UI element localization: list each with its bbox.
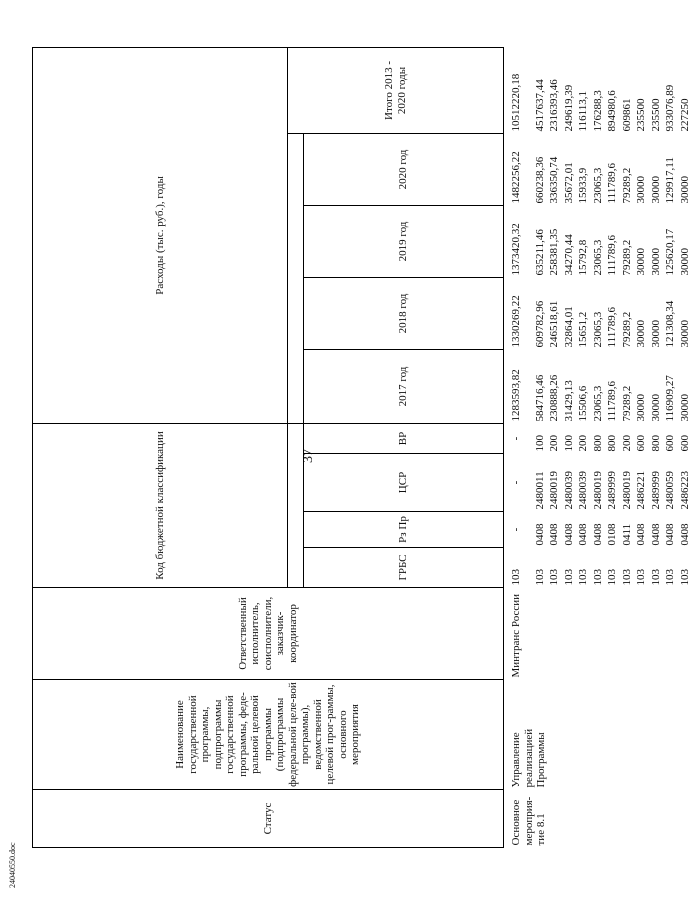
cell-2019: 1373420,32 — [510, 223, 522, 276]
cell-2019: 635211,46 — [533, 229, 546, 276]
cell-rzpr: 0411 — [620, 523, 633, 546]
cell-total: 249619,39 — [562, 84, 575, 132]
cell-csr: 2480059 — [664, 471, 676, 510]
cell-2019: 23065,3 — [591, 239, 604, 276]
main-status: Основное мероприя-тие 8.1 — [510, 796, 547, 846]
cell-2017: 30000 — [635, 393, 647, 422]
cell-2020: 1482256,22 — [510, 151, 522, 204]
y2018-header: 2018 год — [304, 277, 504, 349]
cell-grbs: 103 — [548, 569, 560, 586]
vr-header: ВР — [304, 423, 504, 453]
cell-rzpr: 0408 — [664, 523, 676, 546]
cell-rzpr: 0408 — [562, 523, 575, 546]
cell-vr: 600 — [678, 435, 691, 452]
cell-2020: 30000 — [649, 175, 662, 204]
cell-2019: 34270,44 — [562, 234, 575, 276]
main-responsible: Минтранс России — [510, 593, 522, 678]
grbs-header: ГРБС — [304, 548, 504, 588]
cell-vr: 100 — [562, 435, 575, 452]
cell-2018: 111789,6 — [606, 307, 618, 348]
cell-grbs: 103 — [635, 569, 647, 586]
cell-csr: 2489999 — [606, 471, 618, 510]
cell-2017: 79289,2 — [620, 385, 633, 422]
csr-header: ЦСР — [304, 454, 504, 512]
responsible-header: Ответственный исполнитель, соисполнители, заказчик-координатор — [33, 588, 504, 680]
cell-2020: 30000 — [635, 175, 647, 204]
cell-total: 235500 — [635, 98, 647, 132]
cell-total: 10512220,18 — [510, 73, 522, 132]
cell-total: 2316393,46 — [548, 79, 560, 132]
cell-2017: 1283593,82 — [510, 369, 522, 422]
cell-2020: 111789,6 — [606, 163, 618, 204]
cell-2018: 246518,61 — [548, 300, 560, 348]
cell-2017: 15506,6 — [577, 385, 589, 422]
expenses-table — [32, 47, 692, 848]
cell-grbs: 103 — [606, 569, 618, 586]
cell-2019: 30000 — [635, 247, 647, 276]
cell-csr: 2486221 — [635, 471, 647, 510]
cell-rzpr: 0408 — [577, 523, 589, 546]
cell-2018: 1330269,22 — [510, 295, 522, 348]
cell-grbs: 103 — [510, 569, 522, 586]
file-note: 24040550.doc — [8, 842, 17, 888]
cell-total: 4517637,44 — [533, 79, 546, 132]
cell-total: 894980,6 — [606, 90, 618, 132]
cell-2018: 121308,34 — [664, 300, 676, 348]
cell-2018: 30000 — [635, 319, 647, 348]
cell-csr: 2480019 — [620, 471, 633, 510]
cell-rzpr: - — [510, 527, 522, 532]
cell-grbs: 103 — [577, 569, 589, 586]
cell-total: 235500 — [649, 98, 662, 132]
cell-2017: 116909,27 — [664, 375, 676, 422]
cell-2020: 336350,74 — [548, 156, 560, 204]
cell-vr: 200 — [548, 435, 560, 452]
cell-vr: 800 — [606, 435, 618, 452]
cell-total: 116113,1 — [577, 91, 589, 132]
cell-2020: 129917,11 — [664, 157, 676, 204]
cell-2018: 32864,01 — [562, 306, 575, 348]
cell-rzpr: 0408 — [678, 523, 691, 546]
cell-rzpr: 0408 — [533, 523, 546, 546]
cell-2018: 79289,2 — [620, 311, 633, 348]
cell-total: 609861 — [620, 98, 633, 132]
cell-2020: 79289,2 — [620, 167, 633, 204]
cell-2018: 609782,96 — [533, 300, 546, 348]
y2017-header: 2017 год — [304, 349, 504, 423]
cell-2020: 30000 — [678, 175, 691, 204]
cell-2017: 230888,26 — [548, 374, 560, 422]
cell-rzpr: 0108 — [606, 523, 618, 546]
y2020-header: 2020 год — [304, 133, 504, 205]
cell-vr: 100 — [533, 435, 546, 452]
main-name: Управление реализацией Программы — [510, 728, 547, 788]
cell-2019: 125620,17 — [664, 228, 676, 276]
cell-grbs: 103 — [562, 569, 575, 586]
cell-csr: 2480011 — [533, 471, 546, 510]
cell-2017: 111789,6 — [606, 381, 618, 422]
cell-2019: 79289,2 — [620, 239, 633, 276]
cell-2019: 111789,6 — [606, 235, 618, 276]
cell-rzpr: 0408 — [548, 523, 560, 546]
status-header: Статус — [33, 790, 504, 848]
cell-csr: - — [510, 480, 522, 485]
cell-2020: 23065,3 — [591, 167, 604, 204]
cell-csr: 2489999 — [649, 471, 662, 510]
cell-2020: 15933,9 — [577, 167, 589, 204]
cell-vr: 600 — [635, 435, 647, 452]
cell-rzpr: 0408 — [635, 523, 647, 546]
cell-csr: 2480039 — [577, 471, 589, 510]
main-row — [504, 47, 533, 847]
cell-2017: 30000 — [678, 393, 691, 422]
expenses-header: Расходы (тыс. руб.), годы — [33, 47, 288, 423]
cell-total: 227250 — [678, 98, 691, 132]
cell-csr: 2480019 — [591, 471, 604, 510]
cell-vr: 800 — [591, 435, 604, 452]
budget-code-header: Код бюджетной классификации — [33, 423, 288, 587]
cell-2017: 30000 — [649, 393, 662, 422]
cell-vr: 600 — [664, 435, 676, 452]
cell-total: 176288,3 — [591, 90, 604, 132]
cell-vr: - — [510, 436, 522, 441]
cell-csr: 2480039 — [562, 471, 575, 510]
cell-vr: 200 — [577, 435, 589, 452]
cell-2018: 30000 — [649, 319, 662, 348]
rzpr-header: Рз Пр — [304, 512, 504, 548]
total-header: Итого 2013 - 2020 годы — [288, 47, 504, 133]
cell-grbs: 103 — [664, 569, 676, 586]
cell-csr: 2480019 — [548, 471, 560, 510]
cell-vr: 800 — [649, 435, 662, 452]
cell-2017: 23065,3 — [591, 385, 604, 422]
header-row-1 — [33, 47, 288, 847]
cell-2019: 30000 — [678, 247, 691, 276]
cell-2019: 258381,35 — [548, 228, 560, 276]
page-number: 37 — [301, 449, 316, 463]
cell-2018: 23065,3 — [591, 311, 604, 348]
name-header: Наименование государственной программы, подпрограммы государственной программы, феде-ральной целевой программы (подпрограммы федеральной целе-вой программы), ведомственной целевой прог-раммы, основного мероприятия — [33, 680, 504, 790]
cell-grbs: 103 — [649, 569, 662, 586]
y2019-header: 2019 год — [304, 205, 504, 277]
cell-vr: 200 — [620, 435, 633, 452]
cell-grbs: 103 — [620, 569, 633, 586]
cell-rzpr: 0408 — [591, 523, 604, 546]
cell-2017: 31429,13 — [562, 380, 575, 422]
cell-2020: 660238,36 — [533, 156, 546, 204]
cell-grbs: 103 — [591, 569, 604, 586]
cell-2017: 584716,46 — [533, 374, 546, 422]
cell-grbs: 103 — [678, 569, 691, 586]
cell-2018: 30000 — [678, 319, 691, 348]
rotated-table-page — [32, 48, 691, 848]
cell-rzpr: 0408 — [649, 523, 662, 546]
cell-2018: 15651,2 — [577, 311, 589, 348]
cell-grbs: 103 — [533, 569, 546, 586]
cell-2019: 30000 — [649, 247, 662, 276]
cell-csr: 2486223 — [678, 471, 691, 510]
cell-2020: 35672,01 — [562, 162, 575, 204]
cell-total: 933076,89 — [664, 84, 676, 132]
cell-2019: 15792,8 — [577, 239, 589, 276]
